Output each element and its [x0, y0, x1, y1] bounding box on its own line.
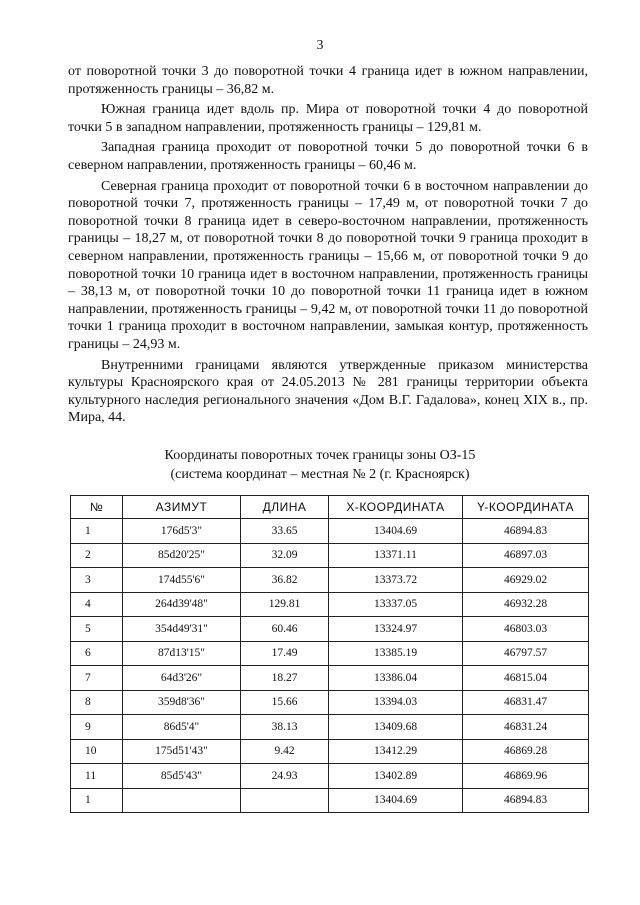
length-cell: 32.09: [241, 543, 329, 568]
paragraph: от поворотной точки 3 до поворотной точки 4 граница идет в южном направлении, протяженность границы – 36,82 м.: [68, 64, 588, 97]
length-cell: 38.13: [241, 715, 329, 740]
page-number: 3: [316, 38, 324, 53]
column-header-y: Y-КООРДИНАТА: [463, 496, 589, 519]
y-coordinate-cell: 46897.03: [463, 543, 589, 568]
azimuth-cell: 176d5'3": [123, 519, 241, 544]
length-cell: 17.49: [241, 641, 329, 666]
x-coordinate-cell: 13324.97: [329, 617, 463, 642]
length-cell: 9.42: [241, 739, 329, 764]
x-coordinate-cell: 13386.04: [329, 666, 463, 691]
table-row: [71, 666, 589, 691]
table-row: [71, 592, 589, 617]
length-cell: 60.46: [241, 617, 329, 642]
azimuth-cell: [123, 788, 241, 813]
x-coordinate-cell: 13412.29: [329, 739, 463, 764]
table-title-line: Координаты поворотных точек границы зоны ОЗ-15: [164, 448, 476, 463]
paragraph: Внутренними границами являются утвержденные приказом министерства культуры Красноярского края от 24.05.2013 № 281 границы территории объекта культурного наследия регионального значения «Дом В.Г. Гадалова», конец XIX в., пр. Мира, 44.: [68, 357, 588, 426]
y-coordinate-cell: 46869.28: [463, 739, 589, 764]
table-row: [71, 788, 589, 813]
length-cell: 15.66: [241, 690, 329, 715]
y-coordinate-cell: 46831.24: [463, 715, 589, 740]
point-number-cell: 10: [71, 739, 123, 764]
x-coordinate-cell: 13409.68: [329, 715, 463, 740]
y-coordinate-cell: 46797.57: [463, 641, 589, 666]
length-cell: 129.81: [241, 592, 329, 617]
table-title: [0, 446, 640, 484]
y-coordinate-cell: 46869.96: [463, 764, 589, 789]
y-coordinate-cell: 46929.02: [463, 568, 589, 593]
table-row: [71, 739, 589, 764]
y-coordinate-cell: 46803.03: [463, 617, 589, 642]
x-coordinate-cell: 13402.89: [329, 764, 463, 789]
azimuth-cell: 174d55'6": [123, 568, 241, 593]
table-row: [71, 715, 589, 740]
point-number-cell: 1: [71, 788, 123, 813]
table-header-row: [71, 496, 589, 519]
azimuth-cell: 86d5'4": [123, 715, 241, 740]
point-number-cell: 2: [71, 543, 123, 568]
y-coordinate-cell: 46831.47: [463, 690, 589, 715]
table-row: [71, 543, 589, 568]
x-coordinate-cell: 13404.69: [329, 788, 463, 813]
point-number-cell: 7: [71, 666, 123, 691]
column-header-azimuth: АЗИМУТ: [123, 496, 241, 519]
azimuth-cell: 264d39'48": [123, 592, 241, 617]
point-number-cell: 9: [71, 715, 123, 740]
x-coordinate-cell: 13373.72: [329, 568, 463, 593]
point-number-cell: 3: [71, 568, 123, 593]
point-number-cell: 5: [71, 617, 123, 642]
table-row: [71, 617, 589, 642]
y-coordinate-cell: 46932.28: [463, 592, 589, 617]
x-coordinate-cell: 13337.05: [329, 592, 463, 617]
point-number-cell: 6: [71, 641, 123, 666]
y-coordinate-cell: 46815.04: [463, 666, 589, 691]
azimuth-cell: 85d5'43": [123, 764, 241, 789]
column-header-number: №: [71, 496, 123, 519]
paragraph: Южная граница идет вдоль пр. Мира от поворотной точки 4 до поворотной точки 5 в западном направлении, протяженность границы – 129,81 м.: [68, 102, 588, 135]
x-coordinate-cell: 13371.11: [329, 543, 463, 568]
length-cell: 36.82: [241, 568, 329, 593]
point-number-cell: 4: [71, 592, 123, 617]
azimuth-cell: 354d49'31": [123, 617, 241, 642]
point-number-cell: 1: [71, 519, 123, 544]
body-text: [68, 63, 588, 430]
length-cell: 24.93: [241, 764, 329, 789]
column-header-length: ДЛИНА: [241, 496, 329, 519]
column-header-x: X-КООРДИНАТА: [329, 496, 463, 519]
table-row: [71, 764, 589, 789]
table-row: [71, 690, 589, 715]
x-coordinate-cell: 13394.03: [329, 690, 463, 715]
azimuth-cell: 85d20'25": [123, 543, 241, 568]
azimuth-cell: 359d8'36": [123, 690, 241, 715]
table-row: [71, 519, 589, 544]
table-row: [71, 568, 589, 593]
coordinates-table: [70, 495, 589, 813]
y-coordinate-cell: 46894.83: [463, 788, 589, 813]
table-body: [71, 519, 589, 813]
azimuth-cell: 64d3'26": [123, 666, 241, 691]
table-row: [71, 641, 589, 666]
paragraph: Западная граница проходит от поворотной точки 5 до поворотной точки 6 в северном направлении, протяженность границы – 60,46 м.: [68, 140, 588, 173]
paragraph: Северная граница проходит от поворотной точки 6 в восточном направлении до поворотной точки 7, протяженность границы – 17,49 м, от поворотной точки 7 до поворотной точки 8 граница идет в северо-восточном направлении, протяженность границы – 18,27 м, от поворотной точки 8 до поворотной точки 9 граница проходит в северном направлении, протяженность границы – 15,66 м, от поворотной точки 9 до поворотной точки 10 граница идет в восточном направлении, протяженность границы – 38,13 м, от поворотной точки 10 до поворотной точки 11 граница идет в южном направлении, протяженность границы – 9,42 м, от поворотной точки 11 до поворотной точки 1 граница проходит в восточном направлении, замыкая контур, протяженность границы – 24,93 м.: [68, 178, 588, 352]
point-number-cell: 11: [71, 764, 123, 789]
x-coordinate-cell: 13404.69: [329, 519, 463, 544]
point-number-cell: 8: [71, 690, 123, 715]
azimuth-cell: 87d13'15": [123, 641, 241, 666]
length-cell: 18.27: [241, 666, 329, 691]
length-cell: 33.65: [241, 519, 329, 544]
x-coordinate-cell: 13385.19: [329, 641, 463, 666]
y-coordinate-cell: 46894.83: [463, 519, 589, 544]
length-cell: [241, 788, 329, 813]
table-title-line: (система координат – местная № 2 (г. Красноярск): [170, 467, 470, 482]
azimuth-cell: 175d51'43": [123, 739, 241, 764]
